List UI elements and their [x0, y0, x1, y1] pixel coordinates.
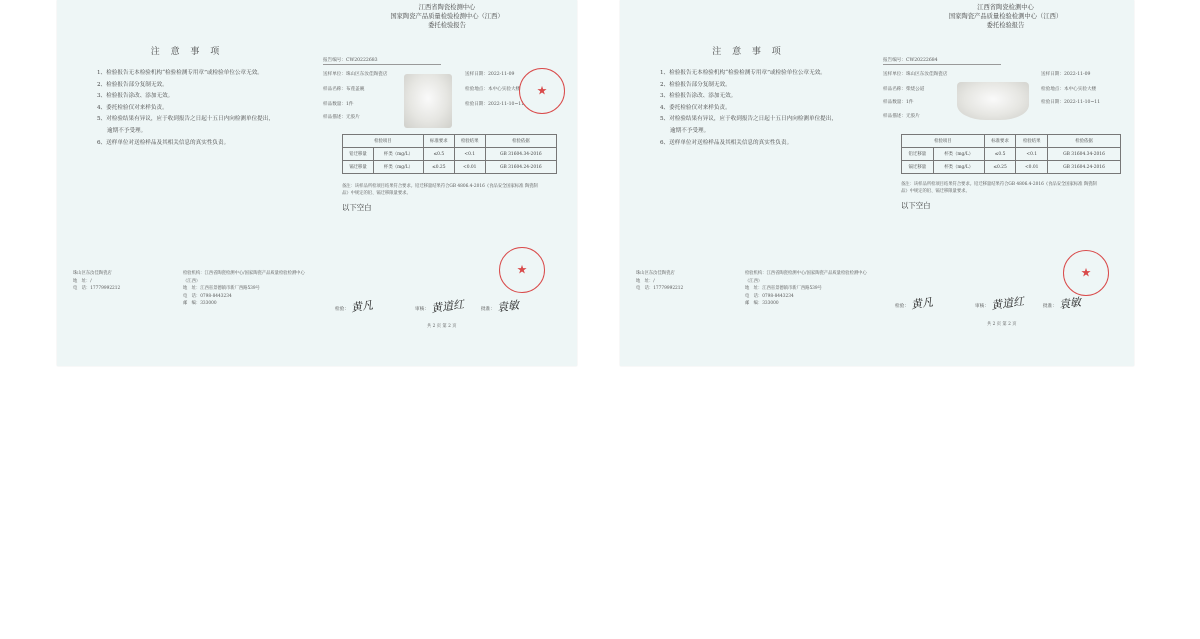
cell: 杯类（mg/L）: [373, 148, 423, 161]
cell: <0.01: [1016, 161, 1048, 174]
cell: 杯类（mg/L）: [933, 161, 984, 174]
notice-list: [97, 68, 307, 149]
test-place: 检验地点：本中心实验大楼: [1041, 87, 1097, 92]
lab-post: 333000: [762, 301, 779, 306]
notice-item: 4、委托检验仅对来样负责。: [97, 104, 168, 111]
label: 检验机构：: [745, 271, 767, 276]
client-addr: /: [90, 278, 92, 284]
org-name-national: 国家陶瓷产品质量检验检测中心（江西）: [948, 13, 1063, 20]
lab-name: 江西省陶瓷检测中心/国家陶瓷产品质量检验检测中心（江西）: [745, 271, 867, 284]
label: 电 话：: [745, 293, 763, 299]
notice-item: 逾期不予受理。: [670, 127, 710, 134]
remark-line: 品》中规定的铅、镉迁移限量要求。: [342, 190, 411, 196]
official-seal: [1063, 250, 1109, 296]
table-row: [343, 161, 557, 174]
results-table: [342, 134, 557, 174]
inspector-signature: [895, 295, 933, 311]
col-header: 检验依据: [485, 135, 556, 148]
lab-contact: [745, 270, 873, 308]
test-date: 检验日期：2022-11-10~11: [1041, 100, 1101, 105]
sample-photo: [404, 74, 452, 128]
report-header: [317, 3, 577, 30]
label: 检验机构：: [183, 271, 205, 276]
test-date: 检验日期：2022-11-10~11: [465, 102, 525, 107]
official-seal: [499, 247, 545, 293]
label: 邮 编：: [183, 301, 201, 306]
cell: ≤0.25: [984, 161, 1016, 174]
report-page: [317, 0, 577, 366]
label: 审核：: [975, 304, 989, 309]
label: 电 话：: [73, 286, 91, 291]
notice-item: 2、检验报告部分复制无效。: [97, 81, 168, 88]
client-tel: 17779992212: [653, 286, 684, 291]
cell: 铅迁移量: [902, 148, 934, 161]
label: 批准：: [481, 307, 495, 312]
table-row: [902, 148, 1121, 161]
cell: GB 31604.24-2016: [485, 161, 556, 174]
seal-star-icon: ★: [1080, 265, 1092, 280]
label: 地 址：: [183, 286, 201, 291]
test-place: 检验地点：本中心实验大楼: [465, 87, 521, 92]
cell: 杯类（mg/L）: [933, 148, 984, 161]
report-header: [877, 3, 1134, 30]
table-row: [343, 148, 557, 161]
reviewer-signature: [415, 298, 464, 314]
cell: ≤0.5: [423, 148, 454, 161]
col-header: 检验项目: [343, 135, 424, 148]
signature: 黄凡: [350, 298, 374, 315]
lab-addr: 江西省景德镇市新厂西路539号: [200, 286, 260, 291]
blank-below: 以下空白: [901, 201, 931, 210]
notice-item: 6、送样单位对送检样品及其相关信息的真实性负责。: [97, 139, 230, 146]
col-header: 标准要求: [984, 135, 1016, 148]
notice-title: 注 意 事 项: [712, 47, 785, 57]
page-number: 共 2 页 第 2 页: [427, 324, 457, 329]
notice-page: [57, 0, 317, 366]
org-name-national: 国家陶瓷产品质量检验检测中心（江西）: [390, 13, 504, 20]
signature: 黄凡: [910, 295, 934, 312]
blank-below: 以下空白: [342, 203, 372, 212]
cell: <0.1: [1016, 148, 1048, 161]
cell: GB 31604.34-2016: [1048, 148, 1121, 161]
remark-line: 备注：该样品所检项目结果符合要求。铅迁移量结果符合GB 4806.4-2016《食品安全国家标准 陶瓷制: [342, 184, 538, 189]
send-unit: 送样单位：珠山区东汝佳陶瓷店: [323, 72, 388, 77]
label: 邮 编：: [745, 301, 763, 306]
notice-item: 5、对检验结果有异议，应于收到报告之日起十五日内向检测单位提出，: [97, 116, 274, 123]
client-name: 珠山区东汝佳陶瓷店: [636, 271, 675, 276]
label: 地 址：: [745, 286, 763, 291]
label: 电 话：: [636, 286, 654, 291]
send-unit: 送样单位：珠山区东汝佳陶瓷店: [883, 72, 948, 77]
table-header-row: [343, 135, 557, 148]
sample-name: 样品名称：布莲盖碗: [323, 87, 365, 92]
reviewer-signature: [975, 295, 1024, 311]
report-type: 委托检验报告: [986, 22, 1025, 29]
cell: <0.1: [454, 148, 485, 161]
sample-desc: 样品描述：无胶片: [883, 114, 920, 119]
notice-item: 2、检验报告部分复制无效。: [660, 81, 731, 88]
label: 批准：: [1043, 304, 1057, 309]
label: 地 址：: [73, 278, 91, 284]
col-header: 检验项目: [902, 135, 985, 148]
cell: 杯类（mg/L）: [373, 161, 423, 174]
col-header: 检验结果: [454, 135, 485, 148]
col-header: 检验依据: [1048, 135, 1121, 148]
sample-count: 样品数量：1件: [883, 100, 914, 105]
send-date: 送样日期：2022-11-09: [1041, 72, 1091, 77]
cell: ≤0.5: [984, 148, 1016, 161]
lab-post: 333000: [200, 301, 217, 306]
org-name: 江西省陶瓷检测中心: [418, 4, 476, 11]
sample-photo: [957, 82, 1029, 120]
label: 审核：: [415, 307, 429, 312]
remark-line: 备注：该样品所检项目结果符合要求。铅迁移量结果符合GB 4806.4-2016《食品安全国家标准 陶瓷制: [901, 182, 1097, 187]
sample-count: 样品数量：1件: [323, 102, 354, 107]
lab-addr: 江西省景德镇市新厂西路539号: [762, 286, 822, 291]
seal-star-icon: ★: [536, 83, 548, 98]
notice-page: [620, 0, 877, 366]
notice-item: 1、检验报告无本检验机构“检验检测专用章”或检验单位公章无效。: [97, 70, 263, 76]
report-number: 报告编号：CW20222684: [883, 57, 1001, 65]
notice-title: 注 意 事 项: [150, 47, 224, 57]
lab-tel: 0798-8443234: [200, 293, 232, 299]
lab-contact: [183, 270, 311, 308]
notice-item: 6、送样单位对送检样品及其相关信息的真实性负责。: [660, 139, 793, 146]
client-contact: [636, 270, 683, 293]
report-sheet-1: [57, 0, 577, 366]
client-name: 珠山区东汝佳陶瓷店: [73, 271, 112, 276]
report-page: [877, 0, 1134, 366]
label: 电 话：: [183, 293, 201, 299]
send-date: 送样日期：2022-11-09: [465, 72, 515, 77]
label: 检验：: [335, 307, 349, 312]
table-row: [902, 161, 1121, 174]
cell: GB 31604.24-2016: [1048, 161, 1121, 174]
remark-line: 品》中规定的铅、镉迁移限量要求。: [901, 188, 970, 194]
signature: 黄道红: [990, 294, 1025, 313]
col-header: 检验结果: [1016, 135, 1048, 148]
official-seal: [519, 68, 565, 114]
remark: [901, 182, 1126, 195]
approver-signature: [1043, 295, 1081, 311]
approver-signature: [481, 298, 519, 314]
org-name: 江西省陶瓷检测中心: [977, 4, 1034, 11]
cell: GB 31604.34-2016: [485, 148, 556, 161]
notice-item: 3、检验报告涂改、添加无效。: [660, 93, 737, 100]
seal-star-icon: ★: [516, 262, 528, 277]
notice-item: 5、对检验结果有异议，应于收到报告之日起十五日内向检测单位提出，: [660, 116, 837, 123]
signature: 袁敏: [1058, 295, 1082, 312]
notice-item: 4、委托检验仅对来样负责。: [660, 104, 731, 111]
page-number: 共 2 页 第 2 页: [987, 322, 1017, 327]
lab-name: 江西省陶瓷检测中心/国家陶瓷产品质量检验检测中心（江西）: [183, 271, 305, 284]
notice-item: 逾期不予受理。: [107, 127, 147, 134]
lab-tel: 0798-8443234: [762, 293, 794, 299]
sample-desc: 样品描述：无胶片: [323, 115, 360, 120]
notice-list: [660, 68, 867, 149]
remark: [342, 184, 562, 197]
signature: 黄道红: [430, 297, 465, 316]
cell: ≤0.25: [423, 161, 454, 174]
cell: 铅迁移量: [343, 148, 374, 161]
inspector-signature: [335, 298, 373, 314]
col-header: 标准要求: [423, 135, 454, 148]
report-type: 委托检验报告: [428, 22, 466, 29]
signature: 袁敏: [496, 298, 520, 315]
client-contact: [73, 270, 120, 293]
results-table: [901, 134, 1121, 174]
client-tel: 17779992212: [90, 286, 121, 291]
notice-item: 3、检验报告涂改、添加无效。: [97, 93, 174, 100]
report-number: 报告编号：CW20222683: [323, 57, 441, 65]
table-header-row: [902, 135, 1121, 148]
client-addr: /: [653, 278, 655, 284]
report-sheet-2: [620, 0, 1134, 366]
label: 检验：: [895, 304, 909, 309]
cell: 镉迁移量: [343, 161, 374, 174]
cell: 镉迁移量: [902, 161, 934, 174]
sample-name: 样品名称：柴烧公道: [883, 87, 925, 92]
notice-item: 1、检验报告无本检验机构“检验检测专用章”或检验单位公章无效。: [660, 70, 826, 76]
label: 地 址：: [636, 278, 654, 284]
cell: <0.01: [454, 161, 485, 174]
